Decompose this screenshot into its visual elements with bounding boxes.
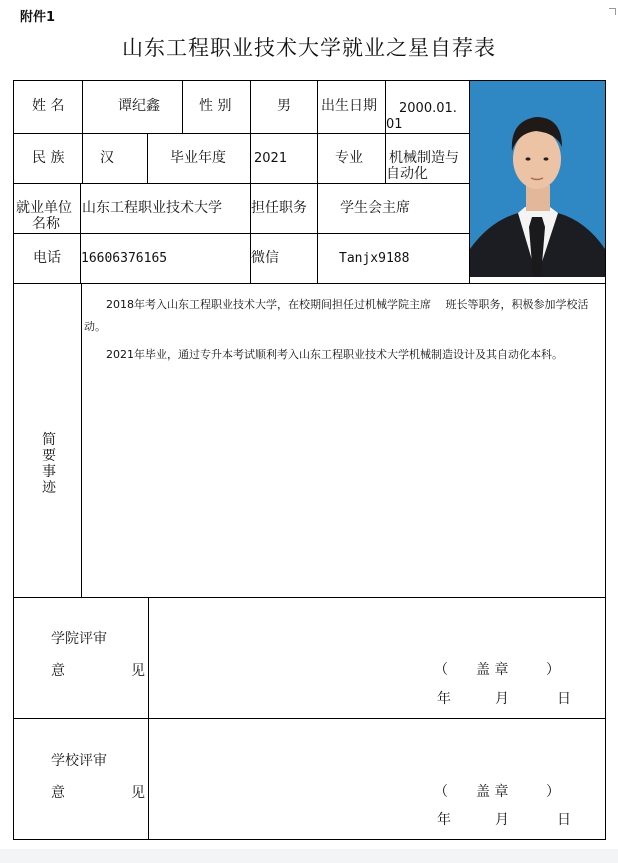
college-year: 年 — [437, 691, 451, 707]
position-value: 学生会主席 — [340, 200, 410, 216]
school-opinion-right: 见 — [131, 785, 145, 801]
employer-label-line1: 就业单位 — [16, 200, 72, 216]
wechat-value: Tanjx9188 — [339, 251, 410, 266]
name-value: 谭纪鑫 — [118, 98, 160, 114]
employer-value: 山东工程职业技术大学 — [82, 200, 222, 216]
major-value-line1: 机械制造与 — [389, 150, 459, 166]
college-seal-close: ） — [546, 662, 560, 678]
school-seal-open: （ — [434, 784, 448, 800]
school-month: 月 — [495, 812, 509, 828]
col-divider — [182, 80, 183, 134]
col-divider — [317, 233, 318, 284]
position-label: 担任职务 — [251, 200, 307, 216]
college-opinion-left: 意 — [51, 663, 65, 679]
col-divider — [82, 80, 83, 134]
ethnicity-label: 民 族 — [32, 150, 65, 166]
major-label: 专业 — [335, 150, 363, 166]
summary-paragraph: 2018年考入山东工程职业技术大学，在校期间担任过机械学院主席 班长等职务，积极参加学校活动。 — [84, 298, 589, 333]
school-opinion-left: 意 — [51, 785, 65, 801]
summary-content — [84, 294, 604, 372]
col-divider — [250, 80, 251, 134]
col-divider — [317, 80, 318, 134]
annex-label: 附件1 — [20, 10, 56, 25]
summary-paragraph: 2021年毕业，通过专升本考试顺利考入山东工程职业技术大学机械制造设计及其自动化本科。 — [106, 348, 563, 361]
table-border-bottom — [13, 839, 606, 840]
college-month: 月 — [495, 691, 509, 707]
school-seal-close: ） — [546, 784, 560, 800]
birth-date-value-line2: 01 — [386, 117, 403, 132]
col-divider — [250, 133, 251, 184]
wechat-label: 微信 — [251, 250, 279, 266]
col-divider — [317, 133, 318, 184]
col-divider — [80, 183, 81, 234]
birth-date-label: 出生日期 — [321, 98, 377, 114]
col-divider — [81, 283, 82, 598]
college-review-label: 学院评审 — [51, 631, 107, 647]
school-seal-text: 盖 章 — [476, 784, 509, 800]
college-day: 日 — [557, 691, 571, 707]
school-review-label: 学校评审 — [51, 753, 107, 769]
phone-value: 16606376165 — [81, 251, 168, 266]
applicant-photo — [470, 81, 605, 277]
school-day: 日 — [557, 812, 571, 828]
gender-value: 男 — [277, 98, 291, 114]
major-value-line2: 自动化 — [386, 166, 428, 182]
col-divider — [147, 133, 148, 184]
row-divider — [13, 283, 606, 284]
table-border-right — [605, 80, 606, 840]
col-divider — [82, 133, 83, 184]
college-seal-open: （ — [434, 662, 448, 678]
row-divider — [13, 233, 470, 234]
col-divider — [317, 183, 318, 234]
table-border-left — [13, 80, 14, 840]
school-year: 年 — [437, 812, 451, 828]
ethnicity-value: 汉 — [100, 150, 114, 166]
name-label: 姓 名 — [32, 98, 65, 114]
summary-label: 简要事迹 — [42, 432, 56, 496]
form-title: 山东工程职业技术大学就业之星自荐表 — [122, 36, 496, 60]
employer-label-line2: 名称 — [32, 216, 60, 232]
phone-label: 电话 — [33, 250, 61, 266]
graduation-year-value: 2021 — [254, 151, 288, 166]
page-corner-mark — [609, 8, 616, 15]
college-seal-text: 盖 章 — [476, 662, 509, 678]
portrait-illustration — [470, 81, 605, 277]
gender-label: 性 别 — [199, 98, 232, 114]
row-divider — [13, 718, 606, 719]
col-divider — [148, 597, 149, 840]
college-opinion-right: 见 — [131, 663, 145, 679]
graduation-year-label: 毕业年度 — [170, 150, 226, 166]
birth-date-value-line1: 2000.01. — [399, 101, 457, 116]
row-divider — [13, 597, 606, 598]
